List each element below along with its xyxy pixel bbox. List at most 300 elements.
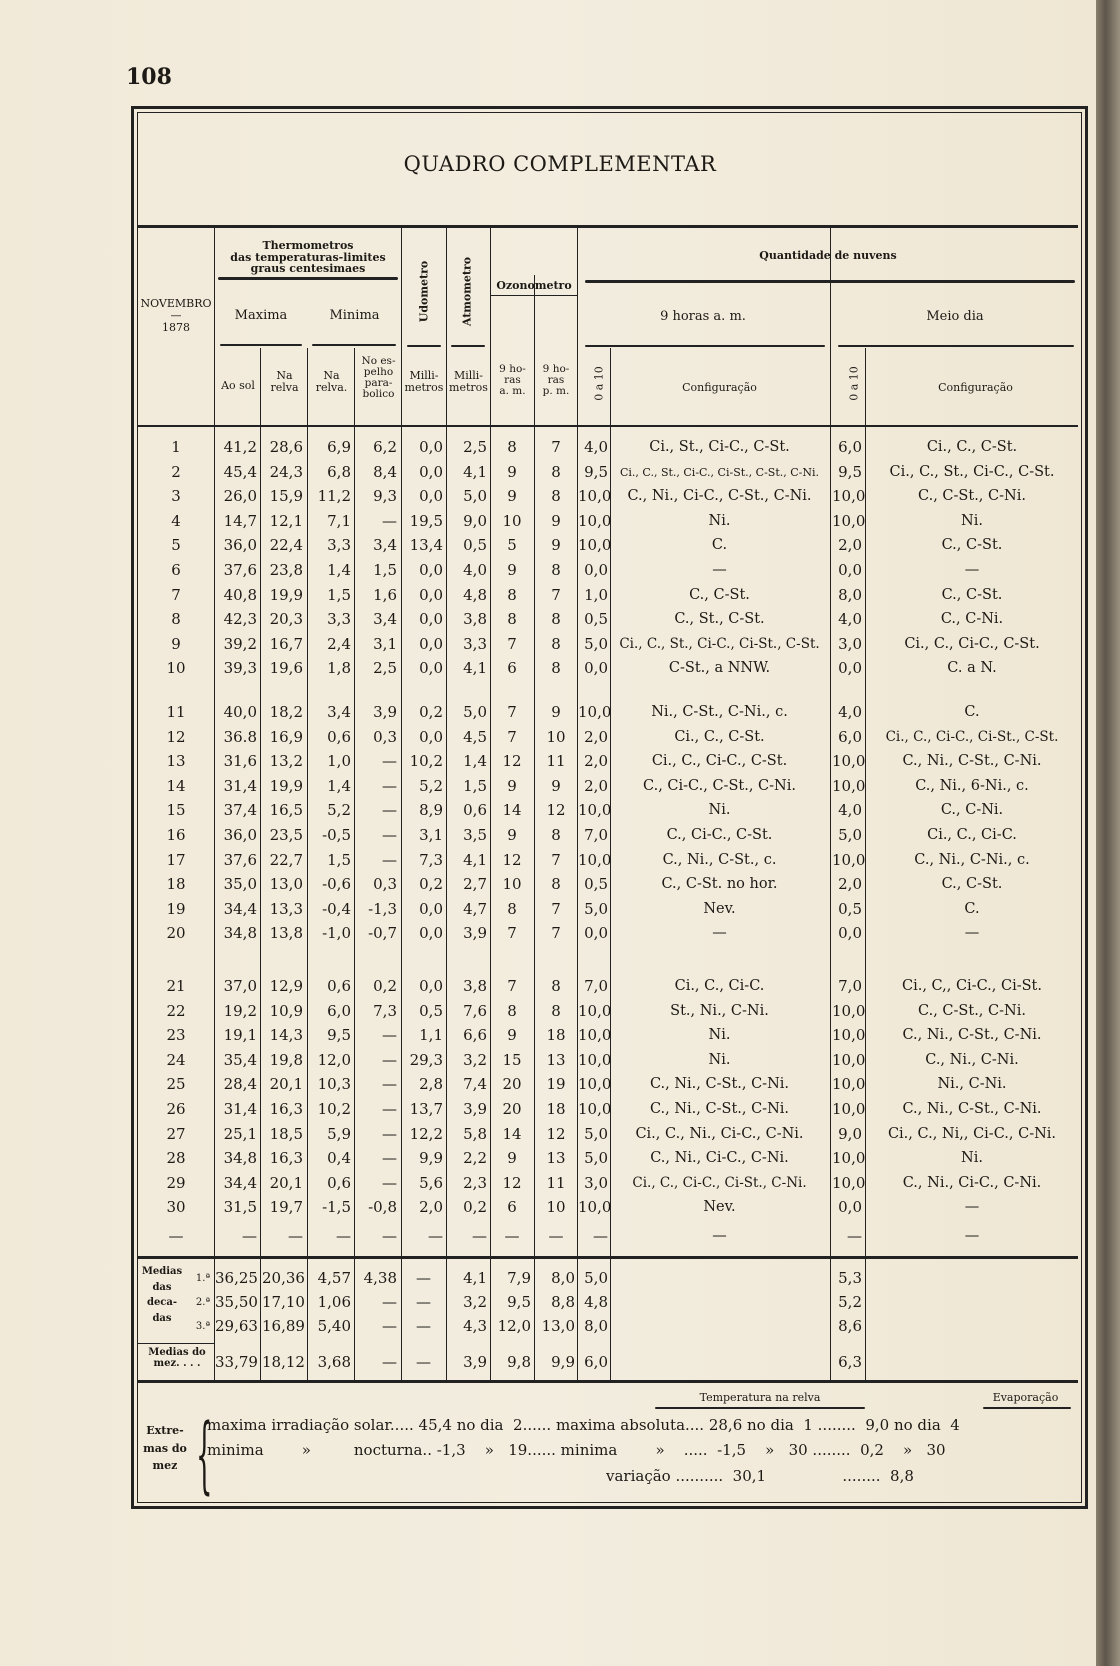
table-cell: — xyxy=(382,1026,397,1044)
medias-mez-cell: 3,68 xyxy=(317,1353,351,1371)
medias-decada-row xyxy=(137,1314,1078,1339)
table-cell: 3,3 xyxy=(327,610,351,628)
table-cell: 5,2 xyxy=(419,777,443,795)
table-cell: 16,7 xyxy=(269,635,303,653)
table-cell: 0,0 xyxy=(838,659,862,677)
table-cell: 7 xyxy=(551,924,561,942)
extremas-label-l3: mez xyxy=(152,1459,178,1473)
table-cell: 10,0 xyxy=(578,1100,612,1118)
table-cell: 31,6 xyxy=(223,752,257,770)
table-cell: 1,4 xyxy=(327,561,351,579)
table-row xyxy=(137,509,1078,534)
nove-horas-brace xyxy=(585,345,825,347)
table-cell: — xyxy=(288,1227,303,1245)
extremas-line-3: variação .......... 30,1 ........ 8,8 xyxy=(606,1467,914,1485)
table-cell: 0,0 xyxy=(838,924,862,942)
table-cell: 11 xyxy=(546,752,566,770)
table-cell: 3,3 xyxy=(327,536,351,554)
table-cell: 15 xyxy=(166,801,186,819)
medias-cell: 20,36 xyxy=(262,1269,305,1287)
table-cell: 22,4 xyxy=(269,536,303,554)
table-cell: 12 xyxy=(166,728,186,746)
table-cell: 36,0 xyxy=(223,826,257,844)
table-cell: 2 xyxy=(171,463,181,481)
table-cell: 0,0 xyxy=(419,586,443,604)
table-row xyxy=(137,632,1078,657)
table-cell: 3,9 xyxy=(373,703,397,721)
medias-cell: 4,1 xyxy=(463,1269,487,1287)
table-cell: 10,0 xyxy=(832,752,866,770)
table-cell: 5,2 xyxy=(327,801,351,819)
table-cell: 13,3 xyxy=(269,900,303,918)
table-cell: 31,5 xyxy=(223,1198,257,1216)
medias-label-l3: deca- xyxy=(146,1297,178,1308)
table-cell: 9,9 xyxy=(419,1149,443,1167)
table-cell: 40,8 xyxy=(223,586,257,604)
table-cell: 8,4 xyxy=(373,463,397,481)
table-cell: 14,3 xyxy=(269,1026,303,1044)
table-cell: 12,0 xyxy=(317,1051,351,1069)
table-cell: C., C-Ni. xyxy=(940,611,1004,627)
table-cell: — xyxy=(712,1228,727,1244)
table-cell: 23,8 xyxy=(269,561,303,579)
table-cell: 7 xyxy=(507,977,517,995)
table-cell: — xyxy=(242,1227,257,1245)
medias-mez-cell: 3,9 xyxy=(463,1353,487,1371)
table-cell: 11 xyxy=(166,703,186,721)
table-cell: 19,6 xyxy=(269,659,303,677)
medias-bottom-rule xyxy=(137,1380,1078,1383)
medias-cell: 7,9 xyxy=(507,1269,531,1287)
atmometro-brace xyxy=(451,345,485,347)
medias-decada-row xyxy=(137,1290,1078,1315)
espelho-l3: para- xyxy=(364,377,393,390)
table-cell: — xyxy=(382,777,397,795)
table-cell: — xyxy=(964,1228,980,1244)
table-cell: 3,2 xyxy=(463,1051,487,1069)
table-cell: 42,3 xyxy=(223,610,257,628)
table-cell: C. xyxy=(964,704,980,720)
medias-cell: 17,10 xyxy=(262,1293,305,1311)
table-row xyxy=(137,1072,1078,1097)
table-cell: 2,8 xyxy=(419,1075,443,1093)
table-cell: 5,0 xyxy=(584,635,608,653)
table-cell: — xyxy=(964,562,980,578)
ozono-divider xyxy=(491,295,577,296)
table-cell: 1,4 xyxy=(463,752,487,770)
table-cell: 6 xyxy=(507,1198,517,1216)
table-cell: 15 xyxy=(502,1051,522,1069)
table-cell: 1,8 xyxy=(327,659,351,677)
table-cell: 14 xyxy=(166,777,186,795)
table-cell: — xyxy=(382,801,397,819)
table-cell: 30 xyxy=(166,1198,186,1216)
table-cell: 11,2 xyxy=(317,487,351,505)
table-cell: 8 xyxy=(507,586,517,604)
table-cell: 4 xyxy=(171,512,181,530)
table-cell: 10,0 xyxy=(578,536,612,554)
table-cell: C., C-St. xyxy=(941,587,1003,603)
nuvens-brace xyxy=(585,280,1075,283)
table-cell: 2,0 xyxy=(838,536,862,554)
table-cell: C., Ni., C-St., c. xyxy=(662,852,777,868)
table-cell: Ni., C-St., C-Ni., c. xyxy=(651,704,788,720)
table-cell: 2,0 xyxy=(838,875,862,893)
table-cell: 23 xyxy=(166,1026,186,1044)
table-cell: 0,2 xyxy=(463,1198,487,1216)
table-cell: C., Ni., Ci-C., C-St., C-Ni. xyxy=(627,488,812,504)
table-cell: 24 xyxy=(166,1051,186,1069)
table-cell: 6 xyxy=(171,561,181,579)
month-dash: — xyxy=(170,308,182,322)
table-cell: 9,0 xyxy=(838,1125,862,1143)
table-cell: C., C-St. no hor. xyxy=(661,876,778,892)
table-cell: 7 xyxy=(507,728,517,746)
table-cell: 4,0 xyxy=(838,610,862,628)
table-cell: 13 xyxy=(546,1051,566,1069)
table-cell: 27 xyxy=(166,1125,186,1143)
table-cell: 5 xyxy=(171,536,181,554)
table-cell: 0,2 xyxy=(419,875,443,893)
table-cell: 9 xyxy=(551,536,561,554)
table-row xyxy=(137,749,1078,774)
table-row xyxy=(137,460,1078,485)
table-cell: — xyxy=(382,1174,397,1192)
medias-cell: 4,57 xyxy=(317,1269,351,1287)
table-cell: 4,1 xyxy=(463,851,487,869)
table-cell: 7,0 xyxy=(584,826,608,844)
month-header xyxy=(138,298,214,334)
table-cell: 34,4 xyxy=(223,900,257,918)
table-cell: 12,1 xyxy=(269,512,303,530)
table-cell: Ci., C., Ni., Ci-C., C-Ni. xyxy=(635,1126,804,1142)
table-cell: 10,0 xyxy=(832,1051,866,1069)
table-cell: 12 xyxy=(502,1174,522,1192)
medias-mez-l2: mez. . . . xyxy=(153,1358,201,1369)
table-cell: 5 xyxy=(507,536,517,554)
table-row xyxy=(137,1146,1078,1171)
table-cell: 37,6 xyxy=(223,561,257,579)
table-cell: C., Ci-C., C-St. xyxy=(666,827,773,843)
table-cell: 19,9 xyxy=(269,777,303,795)
table-row xyxy=(137,656,1078,681)
table-cell: 7 xyxy=(507,635,517,653)
table-cell: 0,0 xyxy=(838,1198,862,1216)
table-cell: 19,7 xyxy=(269,1198,303,1216)
table-cell: 9 xyxy=(171,635,181,653)
table-cell: 4,0 xyxy=(838,801,862,819)
table-cell: — xyxy=(504,1227,520,1245)
medias-cell: 1,06 xyxy=(317,1293,351,1311)
table-cell: — xyxy=(712,562,727,578)
table-cell: — xyxy=(382,1100,397,1118)
table-cell: 9 xyxy=(551,703,561,721)
table-cell: C., C-St., C-Ni. xyxy=(918,1003,1026,1019)
table-cell: 19 xyxy=(166,900,186,918)
table-cell: C., C-Ni. xyxy=(940,802,1004,818)
table-cell: 37,4 xyxy=(223,801,257,819)
table-cell: 6,8 xyxy=(327,463,351,481)
table-cell: 12 xyxy=(546,1125,566,1143)
table-title: QUADRO COMPLEMENTAR xyxy=(403,152,717,176)
table-cell: 18,5 xyxy=(269,1125,303,1143)
table-cell: 5,0 xyxy=(838,826,862,844)
table-cell: 2,0 xyxy=(584,777,608,795)
table-cell: 9 xyxy=(551,777,561,795)
table-cell: 9 xyxy=(507,826,517,844)
table-cell: 7,0 xyxy=(584,977,608,995)
table-cell: Ni. xyxy=(708,1052,731,1068)
table-cell: 4,0 xyxy=(838,703,862,721)
table-cell: St., Ni., C-Ni. xyxy=(670,1003,769,1019)
table-cell: 5,0 xyxy=(463,703,487,721)
table-cell: C., C-St., C-Ni. xyxy=(918,488,1026,504)
table-row xyxy=(137,1195,1078,1220)
udometro-units xyxy=(402,370,446,393)
table-cell: 0,0 xyxy=(584,924,608,942)
table-cell: Ci., C., Ci-C., C-St. xyxy=(904,636,1040,652)
table-cell: 0,3 xyxy=(373,875,397,893)
table-cell: 0,2 xyxy=(373,977,397,995)
medias-mez-cell: 18,12 xyxy=(262,1353,305,1371)
table-cell: 16,3 xyxy=(269,1100,303,1118)
table-cell: — xyxy=(964,925,980,941)
table-cell: 0,0 xyxy=(419,977,443,995)
table-cell: 10,0 xyxy=(578,703,612,721)
thermo-line-1: Thermometros xyxy=(262,239,354,252)
table-cell: 1,5 xyxy=(327,586,351,604)
table-row xyxy=(137,1224,1078,1249)
table-cell: — xyxy=(168,1227,184,1245)
table-cell: 0,6 xyxy=(327,1174,351,1192)
table-cell: 10,0 xyxy=(578,1026,612,1044)
table-cell: 12,9 xyxy=(269,977,303,995)
table-cell: — xyxy=(382,1075,397,1093)
table-cell: C. xyxy=(964,901,980,917)
table-row xyxy=(137,872,1078,897)
table-cell: 6 xyxy=(507,659,517,677)
medias-cell: 4,8 xyxy=(584,1293,608,1311)
table-cell: 29,3 xyxy=(409,1051,443,1069)
table-cell: 20 xyxy=(502,1075,522,1093)
table-cell: 10,0 xyxy=(832,512,866,530)
medias-cell: 8,8 xyxy=(551,1293,575,1311)
table-cell: 12 xyxy=(502,851,522,869)
table-cell: 19,9 xyxy=(269,586,303,604)
table-cell: 20,1 xyxy=(269,1174,303,1192)
table-cell: Ci., C., St., Ci-C., Ci-St., C-St. xyxy=(619,636,820,652)
table-cell: 19 xyxy=(546,1075,566,1093)
table-cell: 13 xyxy=(546,1149,566,1167)
table-row xyxy=(137,607,1078,632)
table-cell: Ci., C., C-St. xyxy=(926,439,1018,455)
table-cell: 29 xyxy=(166,1174,186,1192)
ozono-pm-l3: p. m. xyxy=(542,385,570,398)
table-cell: 6,0 xyxy=(838,728,862,746)
table-cell: 19,5 xyxy=(409,512,443,530)
table-cell: 13,8 xyxy=(269,924,303,942)
medias-mez-cell: — xyxy=(382,1353,397,1371)
table-cell: C., Ci-C., C-St., C-Ni. xyxy=(643,778,796,794)
table-cell: 0,4 xyxy=(327,1149,351,1167)
table-cell: 8 xyxy=(551,487,561,505)
table-row xyxy=(137,897,1078,922)
table-cell: 41,2 xyxy=(223,438,257,456)
table-cell: 4,1 xyxy=(463,463,487,481)
atmo-units-l2: metros xyxy=(449,380,488,394)
medias-mez-cell: 6,0 xyxy=(584,1353,608,1371)
table-cell: 2,3 xyxy=(463,1174,487,1192)
table-cell: 10,0 xyxy=(832,1026,866,1044)
header-bottom-rule xyxy=(137,425,1078,427)
table-cell: 20 xyxy=(166,924,186,942)
table-cell: 14 xyxy=(502,801,522,819)
table-cell: Ci., C., Ci-C., Ci-St., C-Ni. xyxy=(632,1175,807,1191)
table-cell: 10,0 xyxy=(832,851,866,869)
table-row xyxy=(137,848,1078,873)
table-cell: 13,4 xyxy=(409,536,443,554)
table-cell: C., C-St. xyxy=(689,587,750,603)
atmometro-units xyxy=(447,370,490,393)
table-cell: 9 xyxy=(507,777,517,795)
medias-cell: 4,3 xyxy=(463,1317,487,1335)
table-cell: 26 xyxy=(166,1100,186,1118)
table-cell: C. xyxy=(711,537,728,553)
extremas-line-2: minima » nocturna.. -1,3 » 19...... minima » ..... -1,5 » 30 ........ 0,2 » 30 xyxy=(207,1441,946,1459)
table-row xyxy=(137,583,1078,608)
table-cell: 1,5 xyxy=(463,777,487,795)
medias-mez-row xyxy=(137,1350,1078,1375)
table-cell: 11 xyxy=(546,1174,566,1192)
table-row xyxy=(137,1097,1078,1122)
table-cell: Ci., C., Ci-C., C-St. xyxy=(651,753,788,769)
table-cell: -1,0 xyxy=(322,924,351,942)
temp-relva-header: Temperatura na relva xyxy=(699,1391,821,1404)
table-cell: Ni., C-Ni. xyxy=(937,1076,1007,1092)
table-cell: Ci., C., Ci-C. xyxy=(674,978,765,994)
table-cell: 7,6 xyxy=(463,1002,487,1020)
extremas-label xyxy=(139,1422,191,1475)
table-cell: 10 xyxy=(502,875,522,893)
medias-cell: — xyxy=(382,1293,397,1311)
table-cell: 2,0 xyxy=(584,752,608,770)
table-cell: 0,0 xyxy=(419,487,443,505)
udo-units-l1: Milli- xyxy=(409,369,439,382)
na-relva-min-l2: relva. xyxy=(315,380,348,394)
table-cell: 3,4 xyxy=(373,536,397,554)
table-cell: — xyxy=(548,1227,564,1245)
medias-separator xyxy=(137,1343,215,1344)
table-cell: 39,2 xyxy=(223,635,257,653)
table-cell: 3,8 xyxy=(463,610,487,628)
medias-mez-cell: 9,8 xyxy=(507,1353,531,1371)
table-row xyxy=(137,921,1078,946)
table-cell: 0,0 xyxy=(838,561,862,579)
table-cell: 10 xyxy=(166,659,186,677)
espelho-header xyxy=(356,356,401,400)
table-cell: Ci., C., St., Ci-C., C-St. xyxy=(889,464,1055,480)
table-cell: 22,7 xyxy=(269,851,303,869)
table-cell: 12 xyxy=(502,752,522,770)
table-cell: 3,1 xyxy=(419,826,443,844)
table-row xyxy=(137,533,1078,558)
table-cell: 3,4 xyxy=(327,703,351,721)
table-cell: 16,9 xyxy=(269,728,303,746)
table-cell: Nev. xyxy=(703,901,736,917)
table-row xyxy=(137,700,1078,725)
table-cell: 3,1 xyxy=(373,635,397,653)
ao-sol-header: Ao sol xyxy=(221,379,255,392)
medias-top-rule xyxy=(137,1256,1078,1259)
table-cell: 15,9 xyxy=(269,487,303,505)
table-cell: 39,3 xyxy=(223,659,257,677)
table-cell: -0,5 xyxy=(322,826,351,844)
table-row xyxy=(137,823,1078,848)
table-cell: 21 xyxy=(166,977,186,995)
table-cell: 2,0 xyxy=(584,728,608,746)
header-top-rule xyxy=(137,225,1078,228)
table-cell: — xyxy=(712,925,727,941)
table-cell: 8 xyxy=(507,610,517,628)
table-cell: 34,8 xyxy=(223,924,257,942)
table-cell: C., C-St. xyxy=(941,876,1003,892)
table-cell: 9,0 xyxy=(463,512,487,530)
table-cell: 24,3 xyxy=(269,463,303,481)
thermometers-group-header xyxy=(215,240,401,275)
table-cell: 16 xyxy=(166,826,186,844)
table-cell: 25,1 xyxy=(223,1125,257,1143)
table-cell: 0,0 xyxy=(584,659,608,677)
table-row xyxy=(137,798,1078,823)
table-cell: 0,5 xyxy=(419,1002,443,1020)
table-cell: 10,0 xyxy=(578,1075,612,1093)
table-cell: 9 xyxy=(507,1149,517,1167)
table-cell: 2,2 xyxy=(463,1149,487,1167)
medias-label-l1: Medias xyxy=(141,1266,183,1277)
table-cell: 17 xyxy=(166,851,186,869)
ozono-am-l2: ras xyxy=(504,374,521,387)
table-cell: 10,0 xyxy=(832,487,866,505)
table-cell: 28 xyxy=(166,1149,186,1167)
table-cell: 8 xyxy=(507,438,517,456)
table-cell: 0,5 xyxy=(463,536,487,554)
table-cell: 7 xyxy=(507,703,517,721)
table-cell: 1,5 xyxy=(327,851,351,869)
table-cell: 13,0 xyxy=(269,875,303,893)
table-cell: 8 xyxy=(551,875,561,893)
table-cell: 36.8 xyxy=(223,728,257,746)
evaporacao-header: Evaporação xyxy=(992,1391,1059,1404)
table-cell: 3,8 xyxy=(463,977,487,995)
table-cell: Ci., C., St., Ci-C., Ci-St., C-St., C-Ni. xyxy=(620,466,819,479)
table-cell: 0,6 xyxy=(327,977,351,995)
table-cell: 0,0 xyxy=(419,561,443,579)
table-cell: 0,0 xyxy=(419,463,443,481)
table-cell: Ci., St., Ci-C., C-St. xyxy=(649,439,790,455)
table-cell: 14 xyxy=(502,1125,522,1143)
table-cell: 7,4 xyxy=(463,1075,487,1093)
page-number: 108 xyxy=(126,64,172,90)
medias-cell: 29,63 xyxy=(215,1317,258,1335)
medias-mez-cell: — xyxy=(416,1353,431,1371)
zero-a-dez-header-2: 0 a 10 xyxy=(847,366,861,401)
table-cell: 10,0 xyxy=(578,487,612,505)
table-cell: 0,0 xyxy=(419,610,443,628)
udo-units-l2: metros xyxy=(404,380,444,394)
table-cell: 10,0 xyxy=(832,777,866,795)
na-relva-min-header xyxy=(308,370,355,393)
table-cell: 20 xyxy=(502,1100,522,1118)
